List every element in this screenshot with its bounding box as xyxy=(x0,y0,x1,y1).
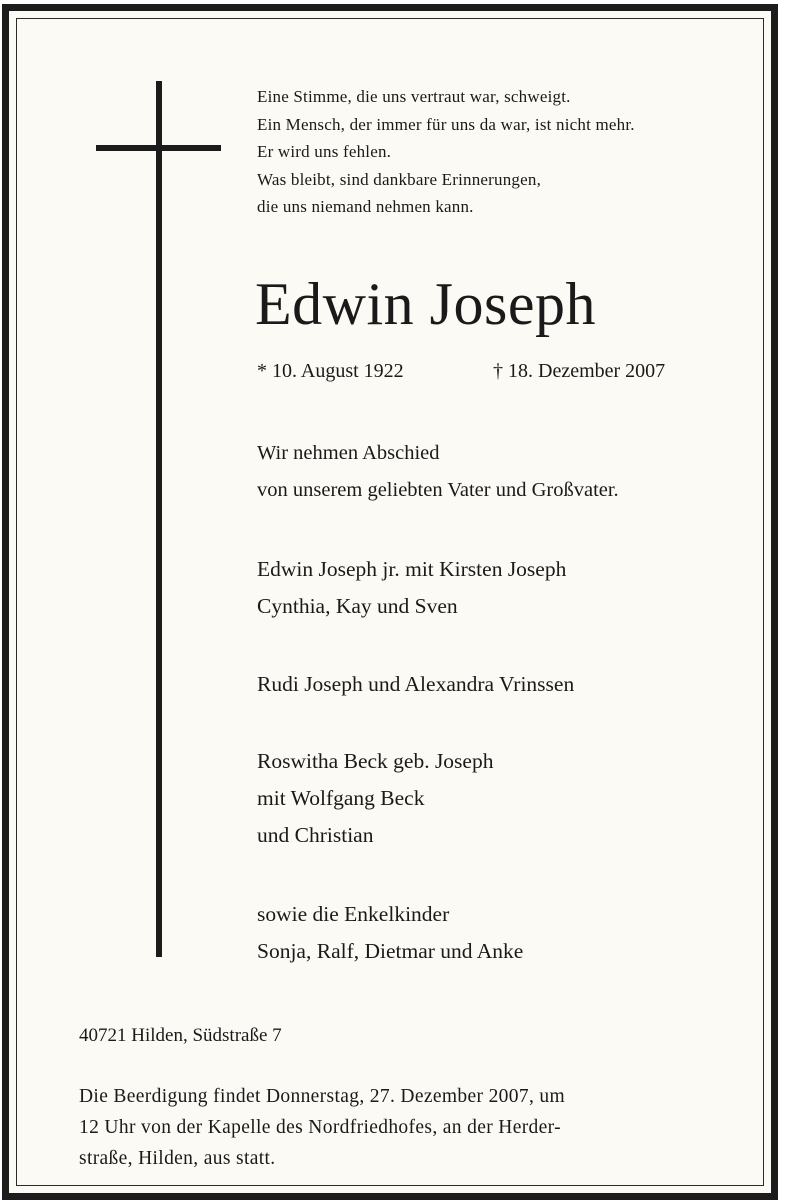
mourner-line: Edwin Joseph jr. mit Kirsten Joseph xyxy=(257,557,567,581)
mourner-line: Roswitha Beck geb. Joseph xyxy=(257,749,494,773)
obituary-notice xyxy=(2,4,778,1200)
cross-icon-vertical-bar xyxy=(156,81,162,957)
birth-date: * 10. August 1922 xyxy=(257,360,404,382)
funeral-notice xyxy=(79,1081,565,1174)
funeral-line: 12 Uhr von der Kapelle des Nordfriedhofes, an der Herder- xyxy=(79,1117,561,1138)
poem-line: Er wird uns fehlen. xyxy=(257,142,392,161)
death-date: † 18. Dezember 2007 xyxy=(493,360,666,382)
mourner-line: mit Wolfgang Beck xyxy=(257,786,425,810)
mourner-group-4 xyxy=(257,896,523,970)
mourner-line: sowie die Enkelkinder xyxy=(257,902,450,926)
farewell-line: von unserem geliebten Vater und Großvater. xyxy=(257,479,619,501)
cross-icon-horizontal-bar xyxy=(96,145,221,151)
farewell-text xyxy=(257,435,619,509)
poem-line: die uns niemand nehmen kann. xyxy=(257,197,474,216)
poem-line: Eine Stimme, die uns vertraut war, schweigt. xyxy=(257,87,571,106)
mourner-group-3 xyxy=(257,743,493,854)
mourner-group-1 xyxy=(257,551,566,625)
poem-line: Ein Mensch, der immer für uns da war, ist nicht mehr. xyxy=(257,114,635,134)
mourner-line: und Christian xyxy=(257,823,374,847)
mourner-line: Cynthia, Kay und Sven xyxy=(257,594,458,618)
farewell-line: Wir nehmen Abschied xyxy=(257,442,440,464)
funeral-line: straße, Hilden, aus statt. xyxy=(79,1148,276,1169)
mourner-line: Rudi Joseph und Alexandra Vrinssen xyxy=(257,672,575,696)
mourner-line: Sonja, Ralf, Dietmar und Anke xyxy=(257,939,524,963)
deceased-name: Edwin Joseph xyxy=(255,271,596,337)
mourner-group-2 xyxy=(257,666,574,703)
funeral-line: Die Beerdigung findet Donnerstag, 27. Dezember 2007, um xyxy=(79,1086,566,1107)
poem-verse xyxy=(257,83,635,221)
poem-line: Was bleibt, sind dankbare Erinnerungen, xyxy=(257,169,542,189)
family-address: 40721 Hilden, Südstraße 7 xyxy=(79,1025,282,1046)
